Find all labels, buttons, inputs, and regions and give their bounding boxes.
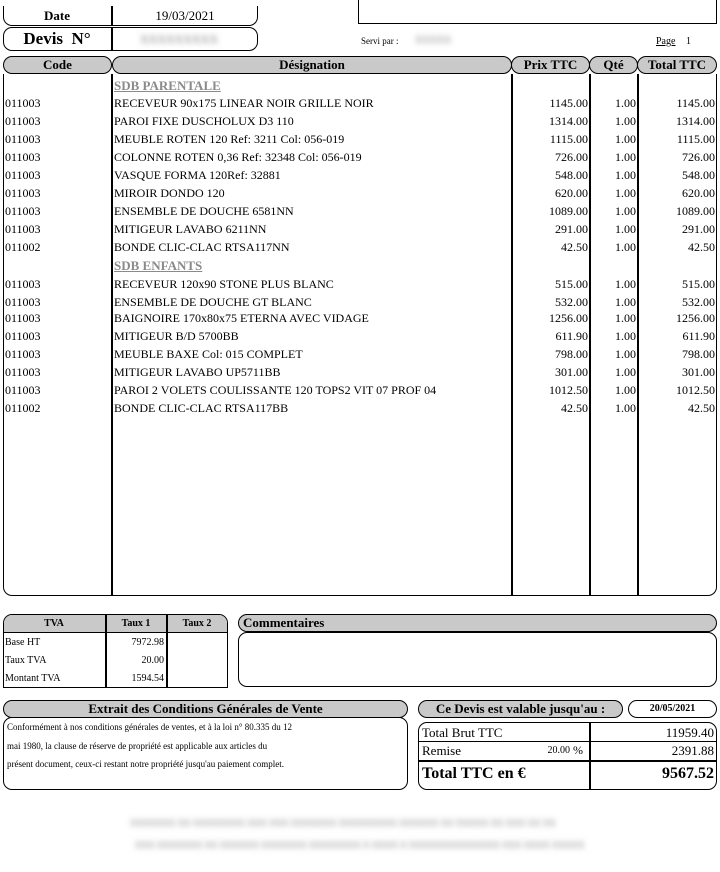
- date-label: Date: [44, 8, 70, 23]
- item-qty: 1.00: [615, 365, 636, 379]
- item-code: 011003: [5, 96, 41, 110]
- col-header-designation: Désignation: [112, 56, 512, 74]
- client-address-box: [358, 0, 717, 24]
- item-prix: 1115.00: [549, 132, 588, 146]
- item-total: 611.90: [682, 329, 715, 343]
- item-designation: RECEVEUR 120x90 STONE PLUS BLANC: [114, 277, 334, 291]
- comments-box: [238, 632, 717, 687]
- col-header-prix: Prix TTC: [511, 56, 590, 74]
- item-code: 011002: [5, 240, 41, 254]
- table-row: [0, 202, 720, 220]
- item-qty: 1.00: [615, 96, 636, 110]
- item-prix: 798.00: [555, 347, 588, 361]
- item-total: 798.00: [682, 347, 715, 361]
- item-total: 1012.50: [676, 383, 715, 397]
- remise-label: Remise: [422, 743, 461, 758]
- comments-title: Commentaires: [243, 615, 325, 630]
- item-code: 011003: [5, 132, 41, 146]
- item-code: 011003: [5, 365, 41, 379]
- item-total: 726.00: [682, 150, 715, 164]
- item-designation: PAROI FIXE DUSCHOLUX D3 110: [114, 114, 294, 128]
- validity-date: 20/05/2021: [649, 703, 696, 714]
- item-prix: 532.00: [555, 295, 588, 309]
- item-prix: 620.00: [555, 186, 588, 200]
- tva-taux1-header: Taux 1: [121, 618, 151, 629]
- servi-par-value: XXXXX: [415, 35, 452, 46]
- tva-montant-value: 1594.54: [131, 673, 164, 684]
- item-qty: 1.00: [615, 311, 636, 325]
- item-qty: 1.00: [615, 347, 636, 361]
- item-code: 011003: [5, 347, 41, 361]
- devis-label: Devis N°: [23, 29, 91, 48]
- page-label: Page: [656, 36, 676, 47]
- item-qty: 1.00: [615, 204, 636, 218]
- item-designation: MITIGEUR LAVABO UP5711BB: [114, 365, 281, 379]
- tva-taux2-header: Taux 2: [182, 618, 212, 629]
- item-designation: MITIGEUR B/D 5700BB: [114, 329, 239, 343]
- item-code: 011003: [5, 383, 41, 397]
- validity-header: [418, 700, 623, 718]
- tva-base-label: Base HT: [5, 637, 41, 648]
- item-designation: MEUBLE BAXE Col: 015 COMPLET: [114, 347, 303, 361]
- section-title-row: [0, 77, 720, 95]
- item-prix: 301.00: [555, 365, 588, 379]
- item-total: 620.00: [682, 186, 715, 200]
- col-header-code: Code: [3, 56, 112, 74]
- item-qty: 1.00: [615, 383, 636, 397]
- table-row: [0, 94, 720, 112]
- table-row: [0, 238, 720, 256]
- table-row: [0, 148, 720, 166]
- item-code: 011003: [5, 277, 41, 291]
- table-row: [0, 166, 720, 184]
- table-row: [0, 309, 720, 327]
- item-code: 011003: [5, 168, 41, 182]
- table-row: [0, 220, 720, 238]
- cgv-line-3: présent document, ceux-ci restant notre propriété jusqu'au paiement complet.: [7, 759, 285, 769]
- item-qty: 1.00: [615, 277, 636, 291]
- item-code: 011003: [5, 186, 41, 200]
- item-total: 515.00: [682, 277, 715, 291]
- item-qty: 1.00: [615, 222, 636, 236]
- item-prix: 1256.00: [549, 311, 588, 325]
- comments-header: [238, 614, 717, 632]
- item-qty: 1.00: [615, 401, 636, 415]
- item-code: 011003: [5, 114, 41, 128]
- item-qty: 1.00: [615, 168, 636, 182]
- section-title-row: [0, 257, 720, 275]
- item-qty: 1.00: [615, 114, 636, 128]
- totals-divider-1: [418, 741, 717, 742]
- remise-pct-sign: %: [573, 743, 583, 757]
- table-row: [0, 327, 720, 345]
- item-total: 42.50: [688, 401, 715, 415]
- table-row: [0, 130, 720, 148]
- footer-line-2: XXX XXXXXXX XX XXXXXX XXXXXXX XXXXXXXX X XXXX X XXXXXXXXXXXXXX XXX XXXX XXXXX: [135, 840, 585, 850]
- tva-montant-label: Montant TVA: [5, 673, 61, 684]
- item-code: 011003: [5, 311, 41, 325]
- cgv-line-1: Conformément à nos conditions générales de ventes, et à la loi n° 80.335 du 12: [7, 722, 293, 732]
- cgv-header: [3, 700, 408, 718]
- page-number: 1: [686, 36, 691, 47]
- section-title: SDB PARENTALE: [114, 78, 221, 93]
- table-row: [0, 345, 720, 363]
- col-header-qty: Qté: [589, 56, 638, 74]
- date-value: 19/03/2021: [155, 8, 215, 23]
- item-prix: 291.00: [555, 222, 588, 236]
- item-code: 011003: [5, 222, 41, 236]
- section-title: SDB ENFANTS: [114, 258, 203, 273]
- item-prix: 726.00: [555, 150, 588, 164]
- item-qty: 1.00: [615, 186, 636, 200]
- item-designation: MEUBLE ROTEN 120 Ref: 3211 Col: 056-019: [114, 132, 345, 146]
- item-prix: 42.50: [561, 401, 588, 415]
- item-total: 42.50: [688, 240, 715, 254]
- table-row: [0, 363, 720, 381]
- ttc-label: Total TTC en €: [422, 765, 526, 782]
- totals-divider-2: [418, 760, 717, 762]
- table-row: [0, 399, 720, 417]
- item-designation: VASQUE FORMA 120Ref: 32881: [114, 168, 281, 182]
- item-prix: 1145.00: [549, 96, 588, 110]
- item-total: 1256.00: [676, 311, 715, 325]
- item-designation: MIROIR DONDO 120: [114, 186, 225, 200]
- devis-box-divider: [111, 27, 113, 51]
- item-code: 011003: [5, 329, 41, 343]
- item-total: 301.00: [682, 365, 715, 379]
- table-row: [0, 275, 720, 293]
- devis-number: XXXXXXXXX: [140, 32, 218, 46]
- item-prix: 611.90: [555, 329, 588, 343]
- item-qty: 1.00: [615, 150, 636, 164]
- item-qty: 1.00: [615, 329, 636, 343]
- table-row: [0, 184, 720, 202]
- item-code: 011003: [5, 295, 41, 309]
- item-designation: BAIGNOIRE 170x80x75 ETERNA AVEC VIDAGE: [114, 311, 369, 325]
- tva-taux-value: 20.00: [141, 655, 164, 666]
- tva-header: TVA: [44, 618, 64, 629]
- remise-pct: 20.00: [547, 745, 570, 756]
- item-code: 011003: [5, 204, 41, 218]
- cgv-title: Extrait des Conditions Générales de Vente: [88, 701, 323, 716]
- item-total: 1314.00: [676, 114, 715, 128]
- servi-par-label: Servi par :: [361, 36, 399, 46]
- col-header-total: Total TTC: [637, 56, 717, 74]
- ttc-value: 9567.52: [662, 765, 714, 782]
- item-prix: 1089.00: [549, 204, 588, 218]
- item-designation: MITIGEUR LAVABO 6211NN: [114, 222, 267, 236]
- item-designation: RECEVEUR 90x175 LINEAR NOIR GRILLE NOIR: [114, 96, 374, 110]
- item-total: 548.00: [682, 168, 715, 182]
- table-row: [0, 381, 720, 399]
- item-designation: BONDE CLIC-CLAC RTSA117BB: [114, 401, 289, 415]
- item-designation: PAROI 2 VOLETS COULISSANTE 120 TOPS2 VIT 07 PROF 04: [114, 383, 437, 397]
- item-qty: 1.00: [615, 132, 636, 146]
- item-prix: 548.00: [555, 168, 588, 182]
- item-total: 1089.00: [676, 204, 715, 218]
- item-total: 291.00: [682, 222, 715, 236]
- footer-line-1: XXXXXXX XX XXXXXXXX XXX XXX XXXXXXX XXXXXXXXX XXXXXX XX XXXXX XX XXX XX XX: [130, 818, 556, 828]
- item-designation: ENSEMBLE DE DOUCHE GT BLANC: [114, 295, 312, 309]
- item-prix: 1314.00: [549, 114, 588, 128]
- remise-value: 2391.88: [671, 743, 714, 758]
- item-designation: COLONNE ROTEN 0,36 Ref: 32348 Col: 056-019: [114, 150, 362, 164]
- item-total: 532.00: [682, 295, 715, 309]
- cgv-line-2: mai 1980, la clause de réserve de propriété est applicable aux articles du: [7, 741, 268, 751]
- table-row: [0, 112, 720, 130]
- tva-taux-label: Taux TVA: [5, 655, 47, 666]
- item-prix: 1012.50: [549, 383, 588, 397]
- item-qty: 1.00: [615, 295, 636, 309]
- item-total: 1145.00: [676, 96, 715, 110]
- brut-label: Total Brut TTC: [422, 725, 503, 740]
- item-qty: 1.00: [615, 240, 636, 254]
- tva-base-value: 7972.98: [131, 637, 164, 648]
- item-prix: 42.50: [561, 240, 588, 254]
- item-total: 1115.00: [676, 132, 715, 146]
- item-code: 011002: [5, 401, 41, 415]
- item-prix: 515.00: [555, 277, 588, 291]
- brut-value: 11959.40: [665, 725, 714, 740]
- item-designation: ENSEMBLE DE DOUCHE 6581NN: [114, 204, 294, 218]
- item-code: 011003: [5, 150, 41, 164]
- validity-label: Ce Devis est valable jusqu'au :: [435, 701, 606, 716]
- item-designation: BONDE CLIC-CLAC RTSA117NN: [114, 240, 290, 254]
